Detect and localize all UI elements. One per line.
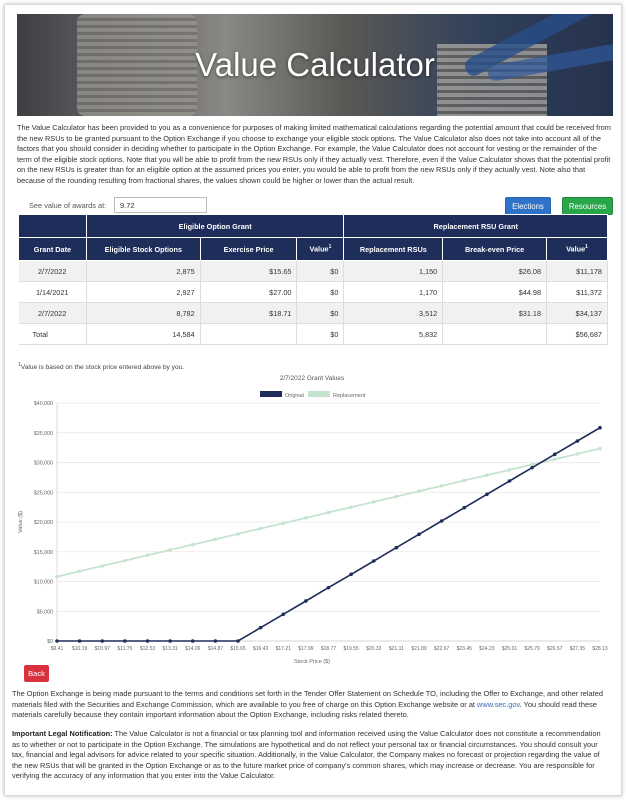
intro-text: The Value Calculator has been provided to you as a convenience for purposes of making limited mathematical calculations regarding the potential amount that could be received from the new RSUs to be granted pursuant to the Option Exchange if you choose to exchange your eligible stock options. The Value Calculator also does not take into account all of the factors that you should consider in deciding whether to participate in the Option Exchange. For example, the Value Calculator does not account for vesting or the remainder of the term of the eligible stock options. Note that you will be able to profit from the new RSUs only if they actually vest. Therefore, even if the Value Calculator shows that the potential profit on the new RSUs is greater than for an eligible option at the assumed prices you enter, you would be able to profit from the new RSUs only if they actually vest. Note also that because of the rounding resulting from fractional shares, the values shown could be higher or lower than the actual result. [17,123,611,185]
data-point-replacement [530,463,534,467]
x-tick-label: $24.23 [479,646,495,652]
data-point-original [327,586,331,590]
data-point-original [553,453,557,457]
column-header: Value$^1$ [547,238,608,261]
x-tick-label: $17.99 [298,646,314,652]
data-point-original [78,639,82,643]
table-cell: $31.18 [443,303,547,324]
column-header: Exercise Price [200,238,297,261]
data-point-replacement [372,500,376,504]
table-cell: Total [19,324,87,345]
data-point-replacement [191,543,195,547]
x-tick-label: $14.09 [185,646,201,652]
x-tick-label: $23.45 [456,646,472,652]
y-tick-label: $5,000 [36,609,53,616]
data-point-original [598,426,602,430]
awards-label: See value of awards at: [29,201,107,210]
data-point-replacement [304,516,308,520]
table-row [19,282,608,303]
table-cell [200,324,297,345]
data-point-original [304,599,308,603]
data-point-replacement [553,457,557,461]
x-tick-label: $25.79 [524,646,540,652]
data-point-replacement [598,447,602,451]
x-tick-label: $21.11 [388,646,404,652]
data-point-replacement [100,564,104,568]
column-header: Grant Date [19,238,87,261]
table-cell: 2,927 [86,282,200,303]
back-button[interactable]: Back [24,665,49,682]
column-header: Eligible Stock Options [86,238,200,261]
x-tick-label: $10.19 [71,646,88,652]
table-cell: $11,178 [547,261,608,282]
table-cell: $27.00 [200,282,297,303]
grant-table [18,214,608,345]
y-tick-label: $35,000 [33,430,53,437]
legal-lead: Important Legal Notification: [12,729,113,738]
column-header: Break-even Price [443,238,547,261]
table-cell: $0 [297,261,344,282]
data-point-replacement [259,527,263,531]
series-line-original [57,428,600,641]
x-tick-label: $13.31 [162,646,178,652]
table-cell: $44.98 [443,282,547,303]
x-tick-label: $15.65 [230,646,246,652]
x-tick-label: $19.55 [343,646,359,652]
data-point-replacement [508,468,512,472]
x-tick-label: $17.21 [275,646,291,652]
table-cell: 1,150 [344,261,443,282]
x-tick-label: $10.97 [94,646,110,652]
x-tick-label: $25.01 [501,646,518,652]
x-tick-label: $12.53 [139,646,156,652]
x-tick-label: $9.41 [50,646,64,652]
y-tick-label: $20,000 [33,520,53,526]
y-axis-title: Value ($) [18,511,24,533]
table-cell: 2/7/2022 [19,261,87,282]
table-cell: 8,782 [86,303,200,324]
data-point-replacement [576,452,580,456]
table-row [19,303,608,324]
data-point-replacement [440,484,444,488]
x-tick-label: $16.43 [252,646,269,652]
data-point-original [417,533,421,537]
table-cell: $18.71 [200,303,297,324]
group-header-eligible: Eligible Option Grant [86,215,343,238]
data-point-original [576,439,580,443]
table-header-blank [19,215,87,238]
data-point-original [530,466,534,470]
data-point-replacement [462,479,466,483]
page-title: Value Calculator [195,46,435,83]
table-cell: $26.08 [443,261,547,282]
data-point-original [440,519,444,523]
table-cell [443,324,547,345]
legend-swatch [308,391,330,397]
table-cell: $56,687 [547,324,608,345]
column-header: Replacement RSUs [344,238,443,261]
data-point-original [214,639,218,643]
x-tick-label: $26.57 [547,646,563,652]
data-point-original [259,626,263,630]
data-point-replacement [236,532,240,536]
data-point-replacement [349,505,353,509]
data-point-replacement [146,553,150,557]
x-tick-label: $11.75 [117,646,133,652]
awards-controls [17,197,613,215]
y-tick-label: $15,000 [33,549,53,556]
legal-notification: Important Legal Notification: The Value Calculator is not a financial or tax planning tool and information received using the Value Calculator does not constitute a recommendation as to whether or not to participate in the Option Exchange. The simulations are hypothetical and do not reflect your personal tax or financial circumstances. You should consult your tax, financial and legal advisors for advice related to your specific situation. Additionally, in the Value Calculator, the Company makes no forecast or projection regarding the value of the new RSUs that will be granted in the Option Exchange or as to the future market price of company's common shares, which may increase or decrease. You are responsible for verifying the accuracy of any information that you enter into the Value Calculator. [12,729,601,781]
sec-link[interactable]: www.sec.gov [477,699,520,709]
data-point-original [100,639,104,643]
x-tick-label: $22.67 [433,646,450,652]
y-tick-label: $25,000 [33,490,53,497]
x-tick-label: $18.77 [320,646,337,652]
y-tick-label: $0 [47,639,53,645]
data-point-original [372,559,376,563]
data-point-replacement [168,548,172,552]
table-cell: $0 [297,303,344,324]
hero-banner [17,14,613,116]
table-cell: $0 [297,324,344,345]
data-point-replacement [485,473,489,477]
table-cell: 5,832 [344,324,443,345]
table-cell: 2/7/2022 [19,303,87,324]
data-point-replacement [78,569,82,573]
table-cell: $34,137 [547,303,608,324]
table-cell: 14,584 [86,324,200,345]
data-point-original [395,546,399,550]
chart-title: 2/7/2022 Grant Values [279,375,345,382]
data-point-original [508,479,512,483]
value-footnote: $^1$Value is based on the stock price entered above by you. [18,362,185,372]
stock-price-input[interactable] [114,197,207,213]
legend-swatch [260,391,282,397]
y-tick-label: $40,000 [33,401,53,407]
data-point-original [168,639,172,643]
data-point-replacement [417,489,421,493]
data-point-replacement [55,575,59,579]
table-cell: 1,170 [344,282,443,303]
data-point-replacement [123,559,127,563]
grant-values-chart [12,370,612,670]
x-tick-label: $20.33 [366,646,382,652]
table-cell: $11,372 [547,282,608,303]
elections-button[interactable]: Elections [505,197,551,215]
data-point-original [485,493,489,497]
table-cell: 2,875 [86,261,200,282]
data-point-original [281,613,285,617]
table-cell: 1/14/2021 [19,282,87,303]
x-axis-title: Stock Price ($) [293,659,331,665]
resources-button[interactable]: Resources [562,197,613,215]
table-row [19,261,608,282]
group-header-replacement: Replacement RSU Grant [344,215,608,238]
x-tick-label: $27.35 [569,646,586,652]
table-cell: $0 [297,282,344,303]
data-point-original [236,639,240,643]
y-tick-label: $10,000 [33,579,53,586]
legend-label: Replacement [333,393,366,399]
data-point-replacement [214,537,218,541]
column-header: Value$^1$ [297,238,344,261]
data-point-original [349,573,353,577]
y-tick-label: $30,000 [33,460,53,467]
data-point-original [55,639,59,643]
data-point-replacement [281,521,285,525]
data-point-replacement [395,495,399,499]
x-tick-label: $21.89 [411,646,427,652]
option-exchange-note: The Option Exchange is being made pursuant to the terms and conditions set forth in the Tender Offer Statement on Schedule TO, including the Offer to Exchange, and other related materials filed with the Securities and Exchange Commission, which are available to you free of charge on this Option Exchange website or at www.sec.gov. You should read these materials carefully because they contain important information about the Option Exchange, including risks related thereto. [12,689,603,720]
data-point-original [146,639,150,643]
legend-label: Original [285,393,304,399]
table-total-row [19,324,608,345]
data-point-original [191,639,195,643]
data-point-original [462,506,466,510]
data-point-replacement [327,511,331,515]
x-tick-label: $28.13 [592,646,608,652]
table-cell: $15.65 [200,261,297,282]
data-point-original [123,639,127,643]
table-cell: 3,512 [344,303,443,324]
x-tick-label: $14.87 [207,646,224,652]
